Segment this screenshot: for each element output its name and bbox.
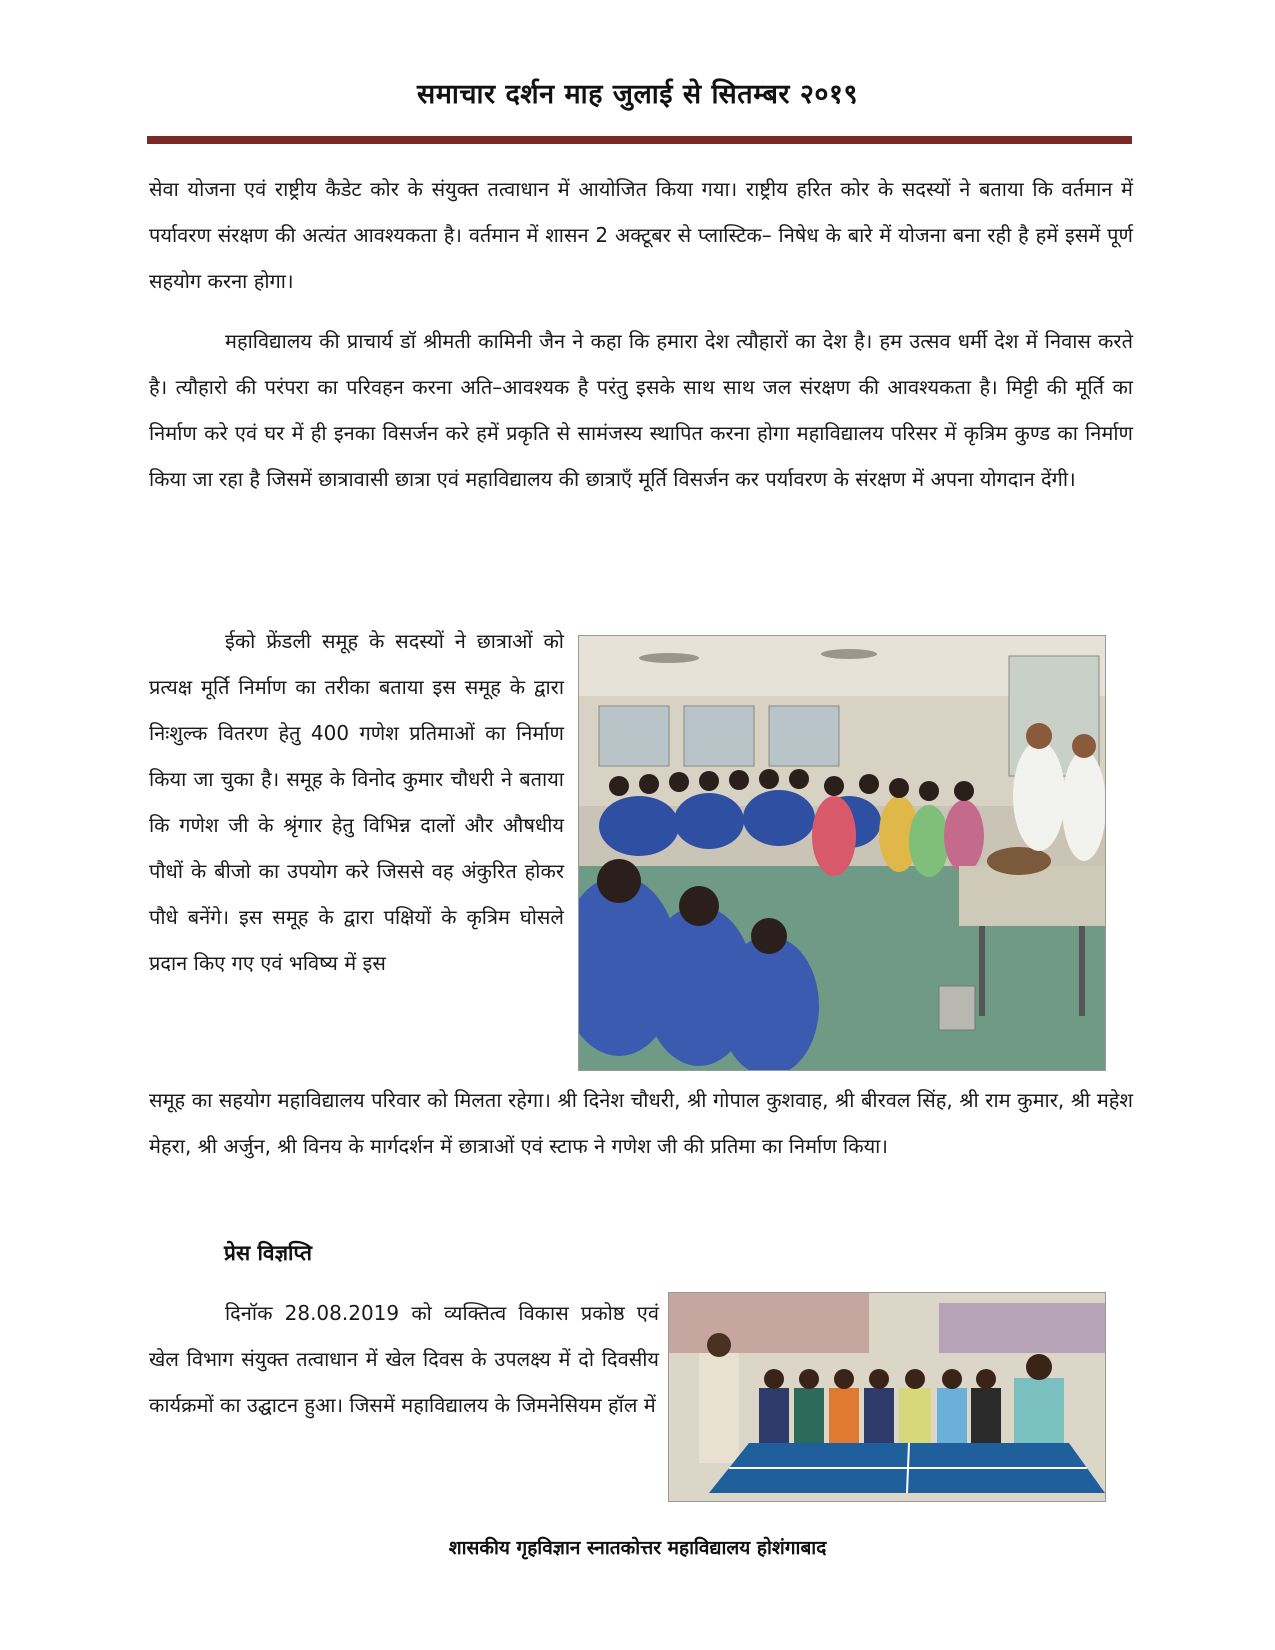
paragraph-1: सेवा योजना एवं राष्ट्रीय कैडेट कोर के संयुक्त तत्वाधान में आयोजित किया गया। राष्ट्रीय हरित कोर के सदस्यों ने बताया कि वर्तमान में पर्यावरण संरक्षण की अत्यंत आवश्यकता है। वर्तमान में शासन 2 अक्टूबर से प्लास्टिक– निषेध के बारे में योजना बना रही है हमें इसमें पूर्ण सहयोग करना होगा। <box>149 177 1133 293</box>
sports-day-photo <box>668 1292 1106 1502</box>
page-footer: शासकीय गृहविज्ञान स्नातकोत्तर महाविद्यालय होशंगाबाद <box>448 1537 827 1559</box>
page-title: समाचार दर्शन माह जुलाई से सितम्बर २०१९ <box>416 79 858 110</box>
idol-workshop-photo <box>578 635 1106 1071</box>
press-release-heading: प्रेस विज्ञप्ति <box>224 1241 312 1265</box>
header-divider <box>147 136 1132 144</box>
paragraph-2: महाविद्यालय की प्राचार्य डॉ श्रीमती कामिनी जैन ने कहा कि हमारा देश त्यौहारों का देश है। हम उत्सव धर्मी देश में निवास करते है। त्यौहारो की परंपरा का परिवहन करना अति–आवश्यक है परंतु इसके साथ साथ जल संरक्षण की आवश्यकता है। मिट्टी की मूर्ति का निर्माण करे एवं घर में ही इनका विसर्जन करे हमें प्रकृति से सामंजस्य स्थापित करना होगा महाविद्यालय परिसर में कृत्रिम कुण्ड का निर्माण किया जा रहा है जिसमें छात्रावासी छात्रा एवं महाविद्यालय की छात्राऍं मूर्ति विसर्जन कर पर्यावरण के संरक्षण में अपना योगदान देंगी। <box>149 329 1133 491</box>
paragraph-3-wrapped: ईको फ्रेंडली समूह के सदस्यों ने छात्राओं को प्रत्यक्ष मूर्ति निर्माण का तरीका बताया इस समूह के द्वारा निःशुल्क वितरण हेतु 400 गणेश प्रतिमाओं का निर्माण किया जा चुका है। समूह के विनोद कुमार चौधरी ने बताया कि गणेश जी के श्रृंगार हेतु विभिन्न दालों और औषधीय पौधों के बीजो का उपयोग करे जिससे वह अंकुरित होकर पौधे बनेंगे। इस समूह के द्वारा पक्षियों के कृत्रिम घोसले प्रदान किए गए एवं भविष्य में इस <box>149 629 564 975</box>
paragraph-3-continued: समूह का सहयोग महाविद्यालय परिवार को मिलता रहेगा। श्री दिनेश चौधरी, श्री गोपाल कुशवाह, श्री बीरवल सिंह, श्री राम कुमार, श्री महेश मेहरा, श्री अर्जुन, श्री विनय के मार्गदर्शन में छात्राओं एवं स्टाफ ने गणेश जी की प्रतिमा का निर्माण किया। <box>149 1088 1133 1158</box>
paragraph-4: दिनॉक 28.08.2019 को व्यक्तित्व विकास प्रकोष्ठ एवं खेल विभाग संयुक्त तत्वाधान में खेल दिवस के उपलक्ष्य में दो दिवसीय कार्यक्रमों का उद्घाटन हुआ। जिसमें महाविद्यालय के जिमनेसियम हॉल में <box>149 1301 659 1417</box>
